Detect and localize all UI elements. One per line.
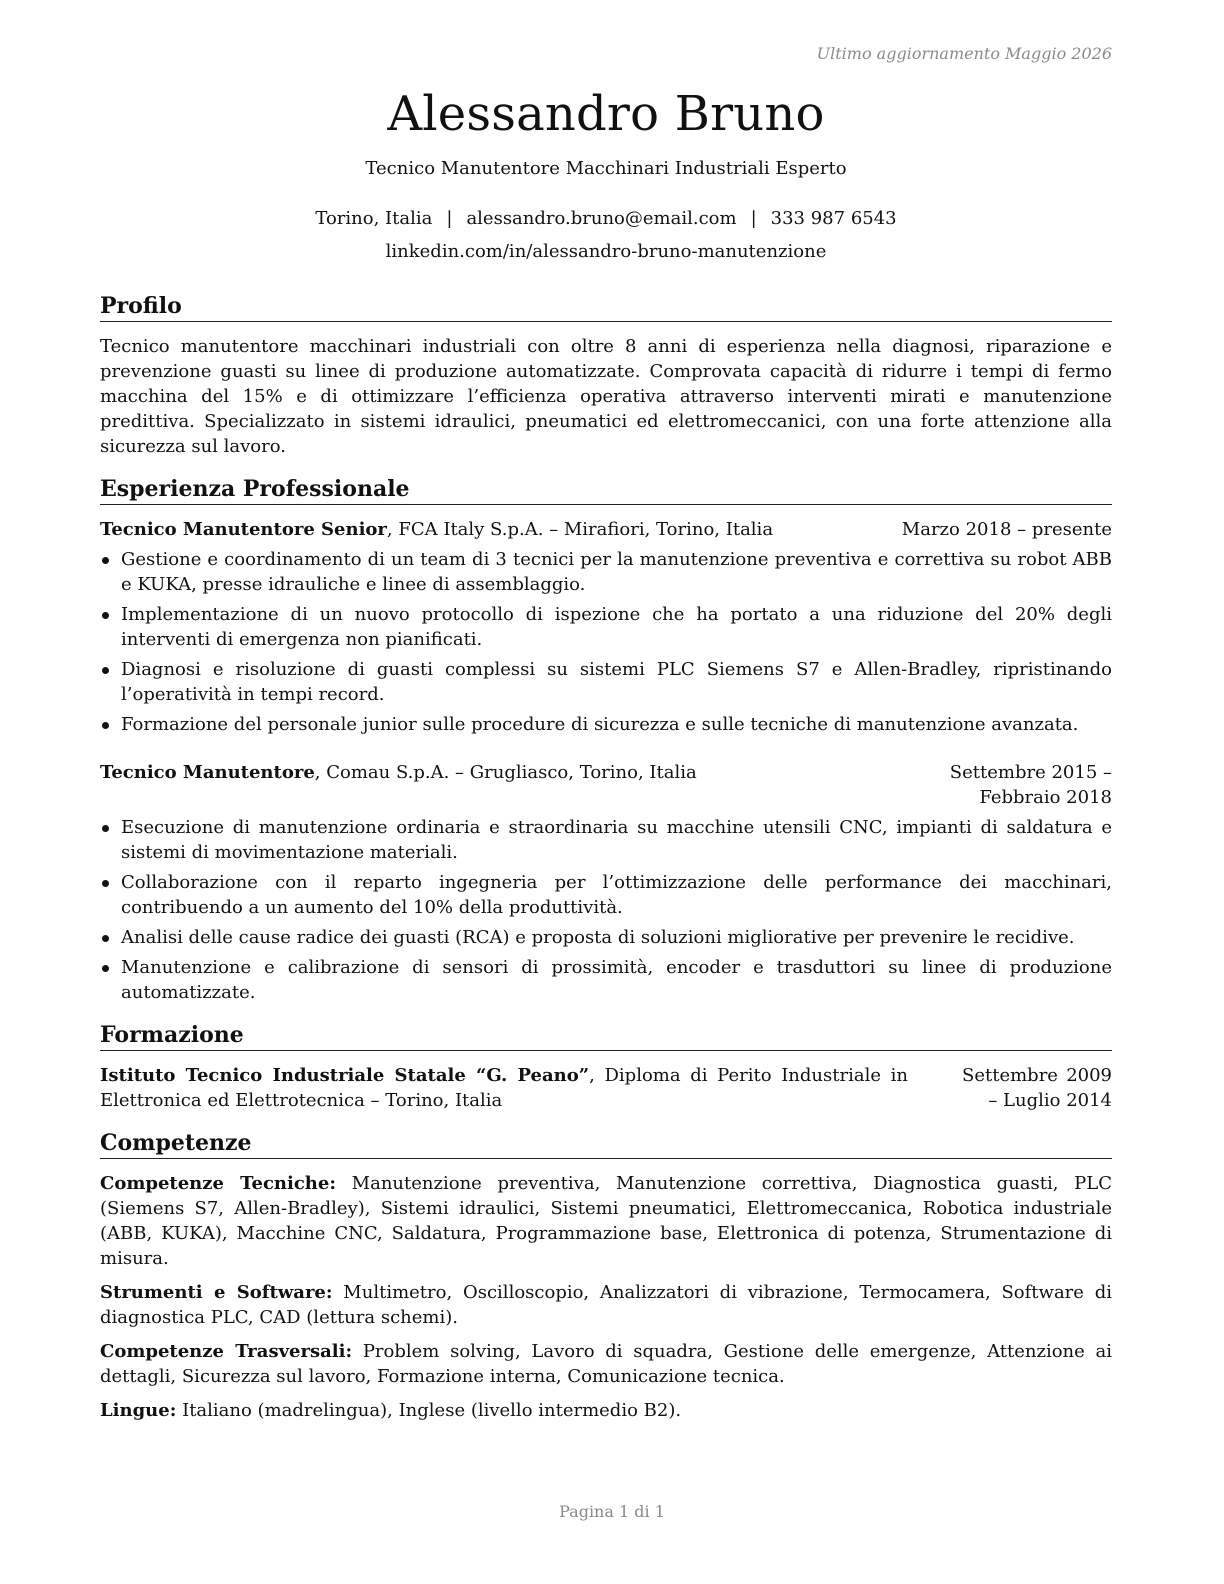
candidate-name: Alessandro Bruno xyxy=(387,86,825,142)
education-school: Istituto Tecnico Industriale Statale “G. Peano” xyxy=(100,1065,590,1086)
job-entry xyxy=(100,760,1112,1005)
job-header xyxy=(100,760,1112,810)
bullet-icon xyxy=(102,880,109,887)
section-title-education: Formazione xyxy=(100,1021,1112,1051)
bullet-text: Gestione e coordinamento di un team di 3 tecnici per la manutenzione preventiva e correttiva su robot ABB e KUKA, presse idrauliche e linee di assemblaggio. xyxy=(121,549,1112,595)
list-item xyxy=(100,815,1112,865)
bullet-icon xyxy=(102,612,109,619)
skill-group-soft xyxy=(100,1339,1112,1389)
skill-group-tools xyxy=(100,1280,1112,1330)
contact-separator: | xyxy=(750,208,757,229)
job-entry xyxy=(100,517,1112,737)
bullet-icon xyxy=(102,825,109,832)
bullet-text: Formazione del personale junior sulle procedure di sicurezza e sulle tecniche di manutenzione avanzata. xyxy=(121,714,1079,735)
resume-page xyxy=(100,40,1112,1432)
skill-label: Lingue: xyxy=(100,1400,177,1421)
job-dates: Settembre 2015 – Febbraio 2018 xyxy=(949,762,1112,808)
bullet-icon xyxy=(102,722,109,729)
skill-group-technical xyxy=(100,1171,1112,1271)
section-title-profile: Profilo xyxy=(100,292,1112,322)
education-entry xyxy=(100,1063,1112,1113)
skill-text: Multimetro, Oscilloscopio, Analizzatori di vibrazione, Termocamera, Software di diagnostica PLC, CAD (lettura schemi). xyxy=(100,1282,1112,1328)
contact-separator: | xyxy=(446,208,453,229)
bullet-text: Implementazione di un nuovo protocollo di ispezione che ha portato a una riduzione del 20% degli interventi di emergenza non pianificati. xyxy=(121,604,1112,650)
job-header xyxy=(100,517,1112,542)
skill-text: Manutenzione preventiva, Manutenzione correttiva, Diagnostica guasti, PLC (Siemens S7, Allen-Bradley), Sistemi idraulici, Sistemi pneumatici, Elettromeccanica, Robotica industriale (ABB, KUKA), Macchine CNC, Saldatura, Programmazione base, Elettronica di potenza, Strumentazione di misura. xyxy=(100,1173,1112,1269)
skill-label: Strumenti e Software: xyxy=(100,1282,333,1303)
list-item xyxy=(100,657,1112,707)
list-item xyxy=(100,602,1112,652)
job-role: Tecnico Manutentore Senior xyxy=(100,519,387,540)
last-updated: Ultimo aggiornamento Maggio 2026 xyxy=(816,44,1112,63)
bullet-icon xyxy=(102,557,109,564)
list-item xyxy=(100,547,1112,597)
job-title: Tecnico Manutentore Macchinari Industriali Esperto xyxy=(365,158,847,179)
contact-line xyxy=(100,202,1112,235)
bullet-text: Analisi delle cause radice dei guasti (RCA) e proposta di soluzioni migliorative per prevenire le recidive. xyxy=(121,927,1075,948)
education-school-degree xyxy=(100,1063,908,1113)
contact-email[interactable]: alessandro.bruno@email.com xyxy=(466,208,737,229)
contact-block xyxy=(100,202,1112,268)
job-bullets xyxy=(100,547,1112,737)
list-item xyxy=(100,955,1112,1005)
bullet-text: Diagnosi e risoluzione di guasti complessi su sistemi PLC Siemens S7 e Allen-Bradley, ripristinando l’operatività in tempi record. xyxy=(121,659,1112,705)
bullet-text: Esecuzione di manutenzione ordinaria e straordinaria su macchine utensili CNC, impianti di saldatura e sistemi di movimentazione materiali. xyxy=(121,817,1112,863)
skill-label: Competenze Trasversali: xyxy=(100,1341,353,1362)
job-dates: Marzo 2018 – presente xyxy=(901,519,1112,540)
contact-city: Torino, Italia xyxy=(315,208,433,229)
skill-text: Italiano (madrelingua), Inglese (livello intermedio B2). xyxy=(176,1400,682,1421)
list-item xyxy=(100,870,1112,920)
bullet-text: Manutenzione e calibrazione di sensori di prossimità, encoder e trasduttori su linee di produzione automatizzate. xyxy=(121,957,1112,1003)
job-role-company xyxy=(100,760,697,785)
job-company: , Comau S.p.A. – Grugliasco, Torino, Italia xyxy=(314,762,697,783)
job-company: , FCA Italy S.p.A. – Mirafiori, Torino, Italia xyxy=(386,519,774,540)
contact-phone: 333 987 6543 xyxy=(770,208,897,229)
skill-text: Problem solving, Lavoro di squadra, Gestione delle emergenze, Attenzione ai dettagli, Sicurezza sul lavoro, Formazione interna, Comunicazione tecnica. xyxy=(100,1341,1112,1387)
job-role-company xyxy=(100,517,773,542)
page-number: Pagina 1 di 1 xyxy=(559,1502,665,1521)
bullet-icon xyxy=(102,935,109,942)
profile-text: Tecnico manutentore macchinari industriali con oltre 8 anni di esperienza nella diagnosi, riparazione e prevenzione guasti su linee di produzione automatizzate. Comprovata capacità di ridurre i tempi di fermo macchina del 15% e di ottimizzare l’efficienza operativa attraverso interventi mirati e manutenzione predittiva. Specializzato in sistemi idraulici, pneumatici ed elettromeccanici, con una forte attenzione alla sicurezza sul lavoro. xyxy=(100,336,1112,457)
bullet-icon xyxy=(102,667,109,674)
section-title-skills: Competenze xyxy=(100,1129,1112,1159)
bullet-text: Collaborazione con il reparto ingegneria per l’ottimizzazione delle performance dei macchinari, contribuendo a un aumento del 10% della produttività. xyxy=(121,872,1112,918)
contact-linkedin[interactable]: linkedin.com/in/alessandro-bruno-manutenzione xyxy=(385,241,827,262)
job-role: Tecnico Manutentore xyxy=(100,762,315,783)
skill-label: Competenze Tecniche: xyxy=(100,1173,336,1194)
job-bullets xyxy=(100,815,1112,1005)
education-degree: , Diploma di Perito Industriale in Elettronica ed Elettrotecnica – Torino, Italia xyxy=(100,1065,908,1111)
skill-group-languages xyxy=(100,1398,1112,1423)
section-title-experience: Esperienza Professionale xyxy=(100,475,1112,505)
list-item xyxy=(100,712,1112,737)
list-item xyxy=(100,925,1112,950)
bullet-icon xyxy=(102,965,109,972)
education-dates: Settembre 2009 – Luglio 2014 xyxy=(962,1065,1112,1111)
